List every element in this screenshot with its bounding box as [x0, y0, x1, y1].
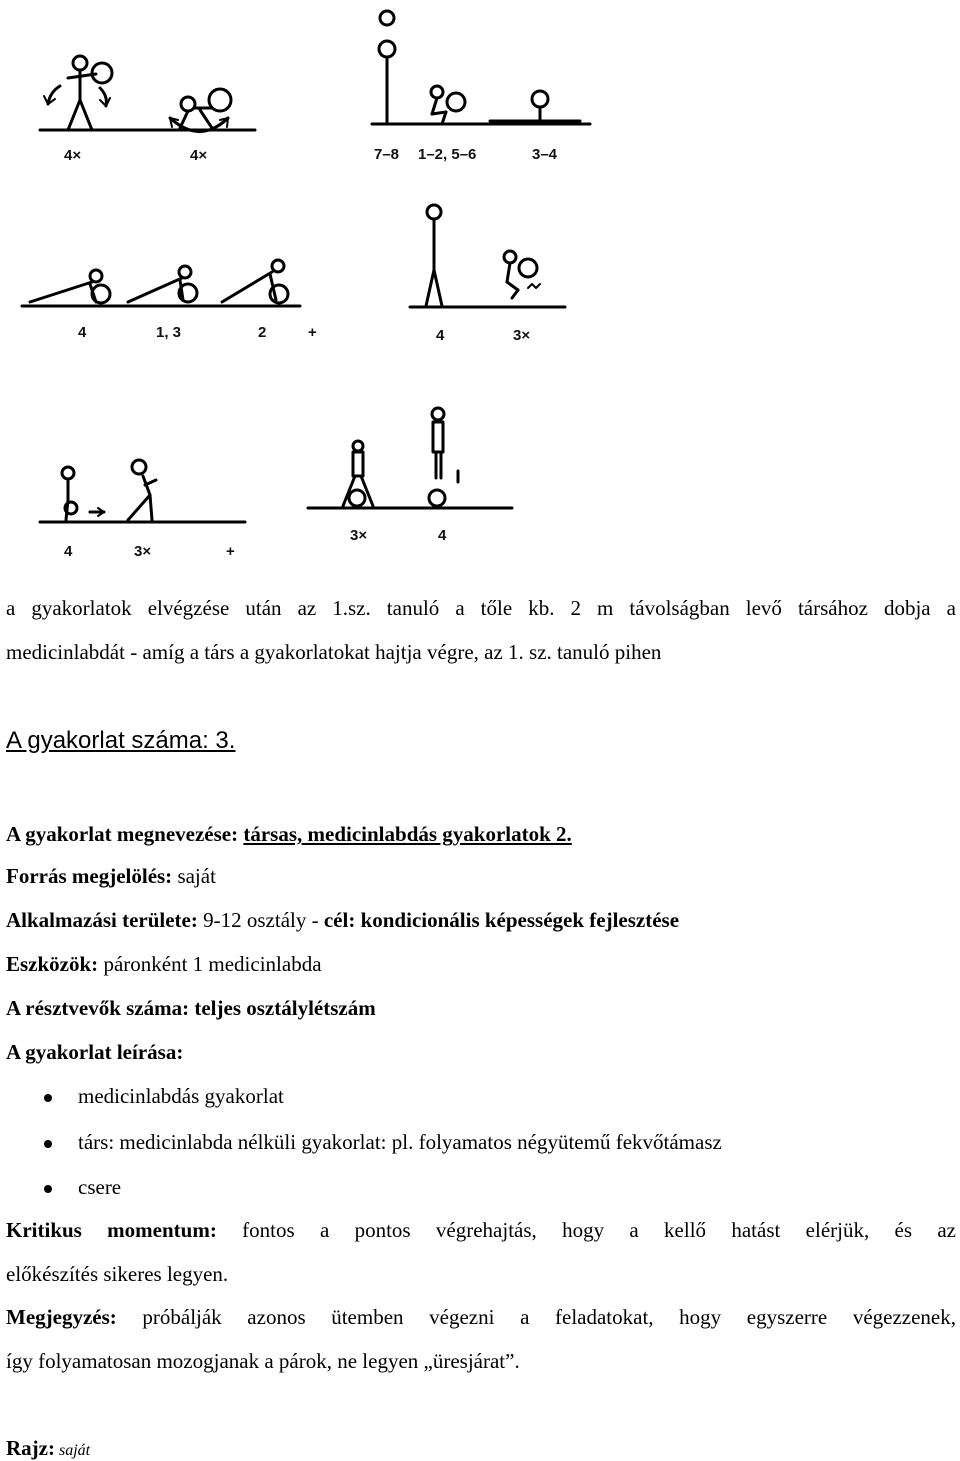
source-label: Forrás megjelölés: — [6, 864, 173, 888]
tools-value: páronként 1 medicinlabda — [98, 952, 322, 976]
critical-text-1: fontos a pontos végrehajtás, hogy a kellő hatást elérjük, és az — [216, 1218, 956, 1242]
intro-line-2: medicinlabdát - amíg a társ a gyakorlatokat hajtja végre, az 1. sz. tanuló pihen — [6, 640, 662, 664]
bullet-text: csere — [78, 1175, 122, 1199]
critical-line-2: előkészítés sikeres legyen. — [6, 1262, 229, 1286]
label-c2: 1, 3 — [156, 324, 182, 341]
source-value: saját — [172, 864, 216, 888]
drawing-label: Rajz: — [6, 1436, 55, 1460]
goal-text: cél: kondicionális képességek fejlesztése — [323, 908, 680, 932]
critical-label: Kritikus momentum: — [6, 1218, 217, 1242]
label-f1: 3× — [350, 527, 368, 544]
source-line — [6, 864, 216, 889]
bullet-dot — [44, 1140, 52, 1148]
bullet-dot — [44, 1094, 52, 1102]
critical-line-1 — [6, 1218, 956, 1243]
label-e3: + — [226, 543, 235, 560]
label-d2: 3× — [513, 327, 531, 344]
bullet-text: medicinlabdás gyakorlat — [78, 1084, 284, 1108]
note-label: Megjegyzés: — [6, 1305, 117, 1329]
label-c1: 4 — [78, 324, 87, 341]
label-c4: + — [308, 324, 317, 341]
figure-straddle-ball-jump — [308, 408, 512, 508]
label-a2: 4× — [190, 147, 208, 164]
tools-line — [6, 952, 322, 977]
label-c3: 2 — [258, 324, 267, 341]
figure-stand-squat-bounce — [410, 205, 565, 307]
figure-bent-ball-swing — [170, 89, 231, 132]
drawing-value: saját — [54, 1442, 91, 1459]
description-label: A gyakorlat leírása: — [6, 1040, 184, 1064]
exercise-name-value: társas, medicinlabdás gyakorlatok 2. — [243, 822, 572, 846]
label-d1: 4 — [436, 327, 445, 344]
bullet-dot — [44, 1185, 52, 1193]
area-value: 9-12 osztály - — [197, 908, 324, 932]
bullet-text: társ: medicinlabda nélküli gyakorlat: pl. folyamatos négyütemű fekvőtámasz — [78, 1130, 722, 1154]
note-line-1 — [6, 1305, 956, 1330]
note-text-1: próbálják azonos ütemben végezni a feladatokat, hogy egyszerre végezzenek, — [116, 1305, 956, 1329]
label-b2: 1–2, 5–6 — [418, 146, 477, 163]
label-e2: 3× — [134, 543, 152, 560]
exercise-name-label: A gyakorlat megnevezése: — [6, 822, 244, 846]
drawing-line — [6, 1436, 90, 1461]
exercise-illustrations — [0, 0, 960, 570]
label-b3: 3–4 — [532, 146, 558, 163]
label-a1: 4× — [64, 147, 82, 164]
figure-sequence-overhead-sit-lie — [372, 11, 590, 124]
intro-line-1: a gyakorlatok elvégzése után az 1.sz. tanuló a tőle kb. 2 m távolságban levő társához dobja a — [6, 596, 956, 620]
label-e1: 4 — [64, 543, 73, 560]
exercise-number: A gyakorlat száma: 3. — [6, 727, 236, 754]
figure-ball-roll-lunge — [40, 460, 245, 522]
participants-line: A résztvevők száma: teljes osztálylétszám — [6, 996, 376, 1020]
exercise-name — [6, 822, 572, 847]
note-line-2: így folyamatosan mozogjanak a párok, ne legyen „üresjárat”. — [6, 1349, 520, 1373]
label-b1: 7–8 — [374, 146, 400, 163]
label-f2: 4 — [438, 527, 447, 544]
area-label: Alkalmazási területe: — [6, 908, 198, 932]
figure-plank-ball-push — [22, 260, 300, 306]
area-line — [6, 908, 679, 933]
tools-label: Eszközök: — [6, 952, 99, 976]
